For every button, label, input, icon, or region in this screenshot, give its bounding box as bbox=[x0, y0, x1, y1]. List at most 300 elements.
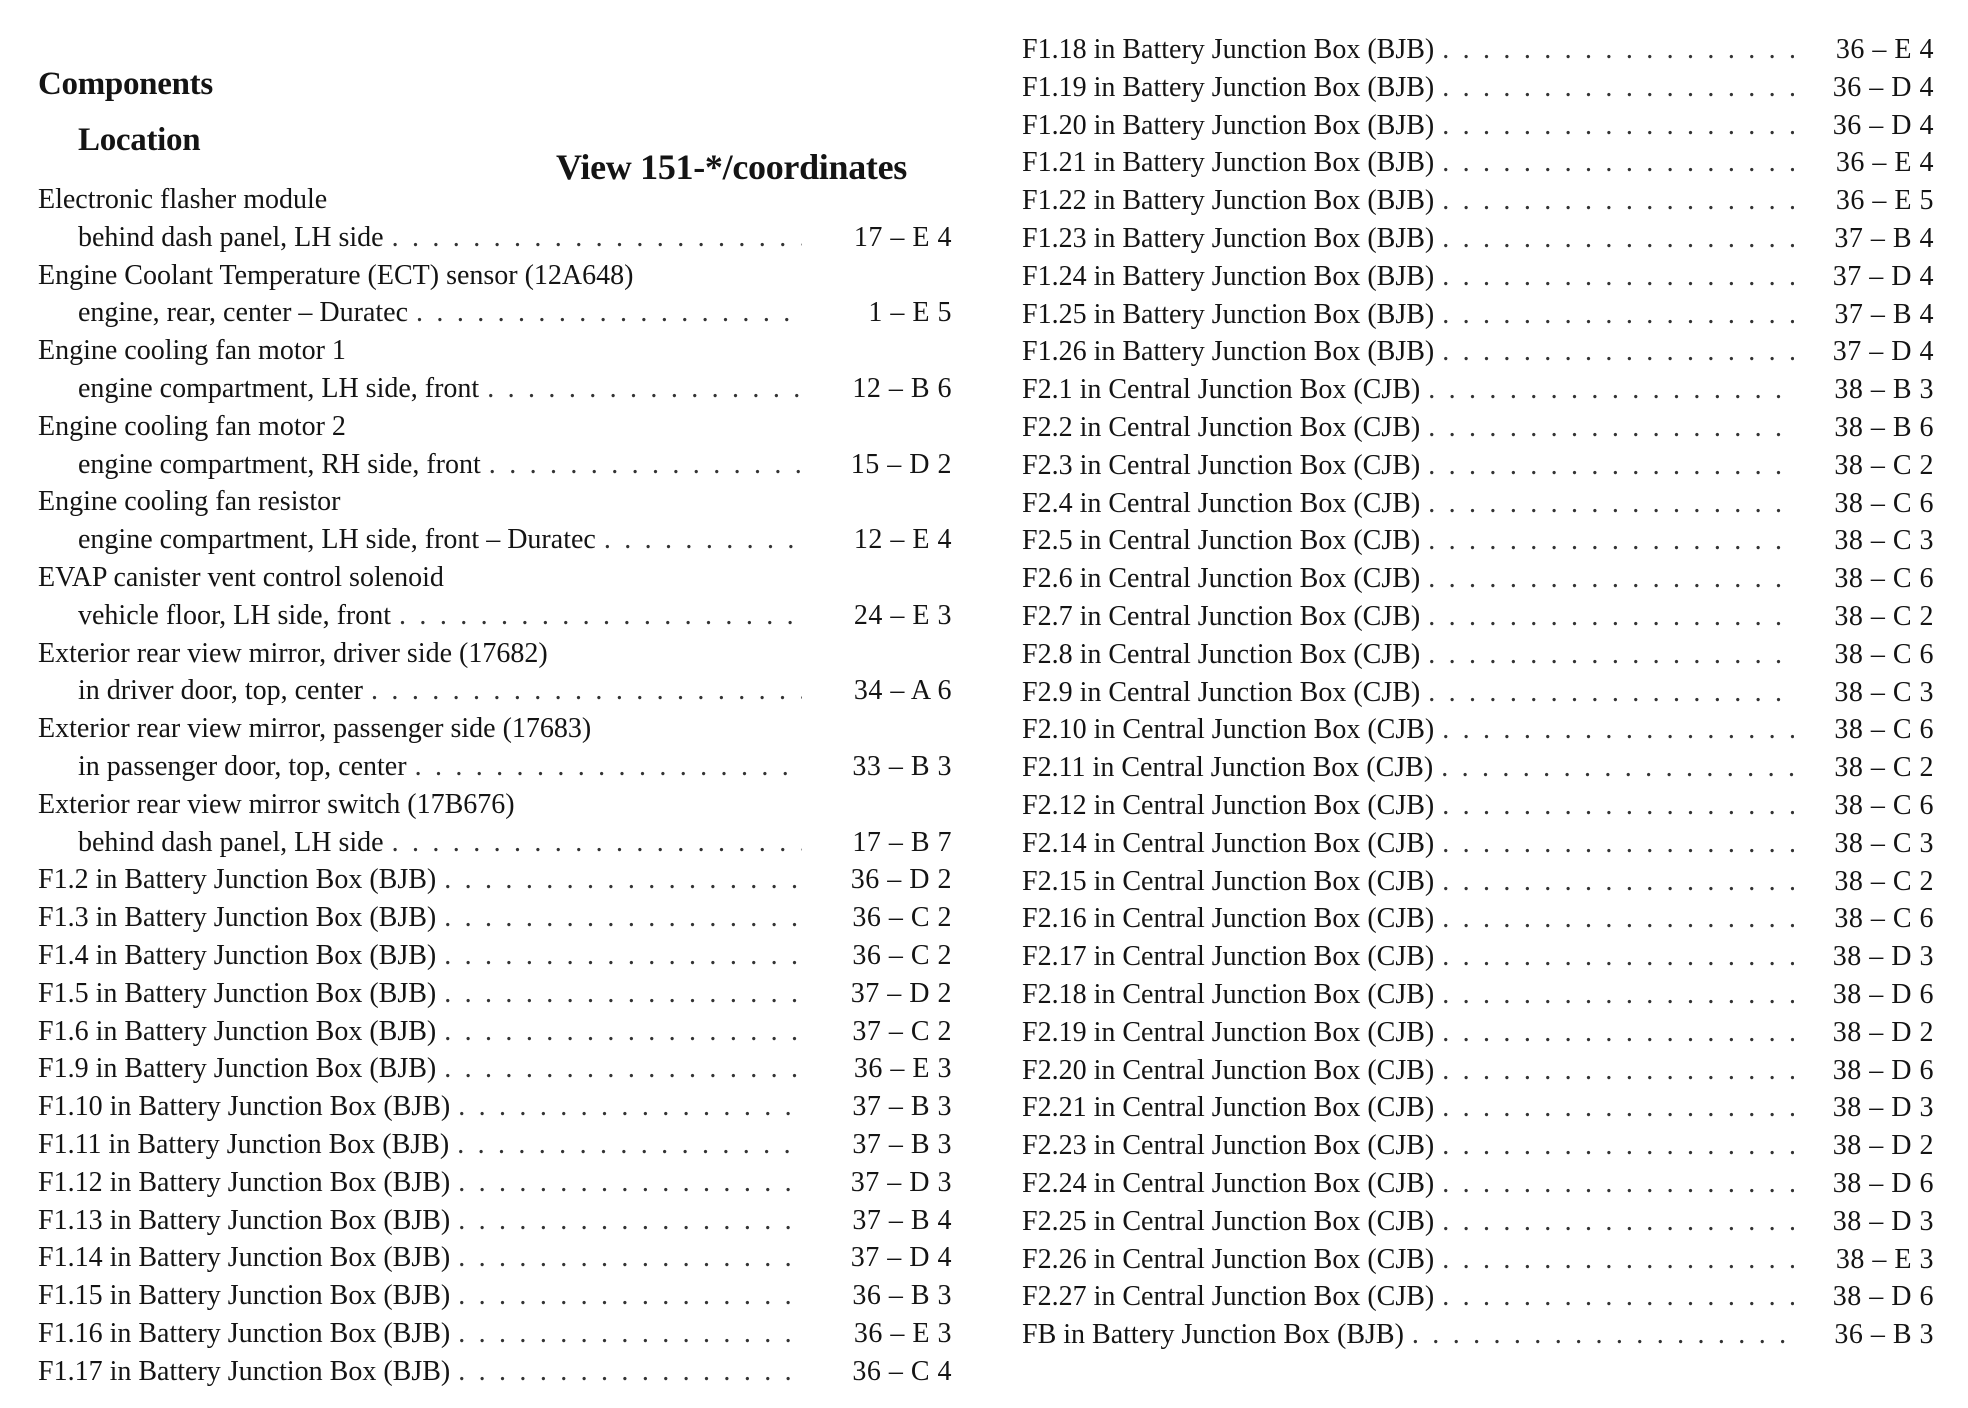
dot-leader bbox=[604, 521, 802, 559]
leader-line bbox=[1022, 1089, 1934, 1127]
dot-leader bbox=[1442, 1203, 1794, 1241]
view-coordinate: 38 – C 3 bbox=[1834, 676, 1934, 708]
leader-line bbox=[78, 446, 952, 484]
fuse-text: F2.10 in Central Junction Box (CJB) bbox=[1022, 714, 1435, 746]
location-text: in passenger door, top, center bbox=[78, 751, 407, 782]
fuse-text: F1.12 in Battery Junction Box (BJB) bbox=[38, 1166, 451, 1198]
dot-leader bbox=[1442, 220, 1794, 258]
fuse-text: F2.1 in Central Junction Box (CJB) bbox=[1022, 374, 1421, 406]
dot-leader bbox=[1428, 598, 1794, 636]
fuse-text: F1.9 in Battery Junction Box (BJB) bbox=[38, 1053, 437, 1085]
leader-line bbox=[1022, 485, 1934, 523]
leader-line bbox=[1022, 938, 1934, 976]
fuse-text: F2.5 in Central Junction Box (CJB) bbox=[1022, 525, 1421, 557]
dot-leader bbox=[1442, 787, 1794, 825]
fuse-row bbox=[1022, 787, 1934, 825]
view-coordinate: 37 – B 4 bbox=[1834, 298, 1934, 330]
leader-line bbox=[1022, 1165, 1934, 1203]
view-coordinate: 37 – B 3 bbox=[852, 1091, 952, 1123]
location-row bbox=[38, 219, 952, 257]
location-row bbox=[38, 521, 952, 559]
view-coordinate: 37 – B 3 bbox=[852, 1129, 952, 1160]
leader-line bbox=[78, 672, 952, 710]
location-text: engine compartment, LH side, front bbox=[78, 373, 480, 404]
view-coordinate: 38 – D 3 bbox=[1832, 1205, 1934, 1237]
dot-leader bbox=[1442, 1165, 1794, 1203]
dot-leader bbox=[489, 446, 802, 484]
leader-line bbox=[38, 937, 952, 975]
location-text: behind dash panel, LH side bbox=[78, 221, 384, 253]
view-coordinate: 37 – B 4 bbox=[852, 1204, 952, 1236]
fuse-text: F1.24 in Battery Junction Box (BJB) bbox=[1022, 260, 1435, 292]
fuse-row bbox=[38, 861, 952, 899]
location-row bbox=[38, 748, 952, 786]
dot-leader bbox=[1442, 825, 1794, 863]
dot-leader bbox=[1428, 674, 1794, 712]
dot-leader bbox=[371, 672, 802, 710]
fuse-row bbox=[1022, 144, 1934, 182]
leader-line bbox=[38, 861, 952, 899]
dot-leader bbox=[444, 975, 802, 1013]
view-coordinate: 36 – D 4 bbox=[1832, 109, 1934, 141]
view-coordinate: 38 – C 2 bbox=[1834, 601, 1934, 632]
view-coordinate: 38 – C 6 bbox=[1834, 638, 1934, 670]
leader-line bbox=[1022, 144, 1934, 182]
fuse-row bbox=[38, 1353, 952, 1391]
dot-leader bbox=[1442, 711, 1794, 749]
component-title-row bbox=[38, 710, 952, 748]
view-coordinate: 36 – D 4 bbox=[1832, 71, 1934, 103]
fuse-text: F2.3 in Central Junction Box (CJB) bbox=[1022, 449, 1421, 481]
view-coordinate: 36 – E 4 bbox=[1835, 147, 1934, 179]
component-name: Exterior rear view mirror, driver side (17682) bbox=[38, 637, 548, 669]
fuse-row bbox=[1022, 31, 1934, 69]
fuse-row bbox=[1022, 485, 1934, 523]
heading-view-coordinates: View 151-*/coordinates bbox=[556, 147, 908, 187]
fuse-text: F1.21 in Battery Junction Box (BJB) bbox=[1022, 147, 1435, 179]
leader-line bbox=[1022, 1278, 1934, 1316]
fuse-text: F2.11 in Central Junction Box (CJB) bbox=[1022, 752, 1434, 784]
fuse-text: F1.19 in Battery Junction Box (BJB) bbox=[1022, 71, 1435, 103]
fuse-text: F2.27 in Central Junction Box (CJB) bbox=[1022, 1281, 1435, 1313]
leader-line bbox=[1022, 409, 1934, 447]
view-coordinate: 38 – C 6 bbox=[1834, 487, 1934, 519]
view-coordinate: 36 – E 4 bbox=[1835, 34, 1934, 65]
view-coordinate: 36 – C 2 bbox=[852, 902, 952, 934]
leader-line bbox=[1022, 107, 1934, 145]
view-coordinate: 38 – C 3 bbox=[1834, 827, 1934, 859]
dot-leader bbox=[458, 1202, 802, 1240]
leader-line bbox=[38, 1202, 952, 1240]
dot-leader bbox=[392, 219, 802, 257]
fuse-text: FB in Battery Junction Box (BJB) bbox=[1022, 1319, 1404, 1351]
location-text: behind dash panel, LH side bbox=[78, 826, 384, 858]
view-coordinate: 36 – B 3 bbox=[852, 1280, 952, 1312]
fuse-text: F1.16 in Battery Junction Box (BJB) bbox=[38, 1318, 451, 1349]
fuse-text: F1.22 in Battery Junction Box (BJB) bbox=[1022, 185, 1435, 217]
dot-leader bbox=[1441, 749, 1794, 787]
fuse-text: F1.3 in Battery Junction Box (BJB) bbox=[38, 902, 437, 934]
fuse-text: F2.8 in Central Junction Box (CJB) bbox=[1022, 638, 1421, 670]
fuse-text: F1.13 in Battery Junction Box (BJB) bbox=[38, 1204, 451, 1236]
dot-leader bbox=[487, 370, 802, 408]
view-coordinate: 38 – B 6 bbox=[1834, 412, 1934, 443]
fuse-text: F1.10 in Battery Junction Box (BJB) bbox=[38, 1091, 451, 1123]
view-coordinate: 38 – C 2 bbox=[1834, 449, 1934, 481]
view-coordinate: 1 – E 5 bbox=[868, 297, 952, 329]
dot-leader bbox=[1442, 1014, 1794, 1052]
fuse-text: F2.19 in Central Junction Box (CJB) bbox=[1022, 1016, 1435, 1048]
dot-leader bbox=[415, 748, 802, 786]
dot-leader bbox=[1442, 258, 1794, 296]
view-coordinate: 36 – E 3 bbox=[853, 1318, 952, 1349]
fuse-row bbox=[1022, 938, 1934, 976]
view-coordinate: 38 – C 3 bbox=[1834, 525, 1934, 557]
component-title-row bbox=[38, 257, 952, 295]
leader-line bbox=[1022, 1316, 1934, 1354]
leader-line bbox=[1022, 447, 1934, 485]
dot-leader bbox=[458, 1088, 802, 1126]
leader-line bbox=[78, 219, 952, 257]
dot-leader bbox=[1442, 182, 1794, 220]
leader-line bbox=[1022, 1014, 1934, 1052]
dot-leader bbox=[1428, 409, 1794, 447]
fuse-row bbox=[1022, 749, 1934, 787]
fuse-row bbox=[38, 1088, 952, 1126]
fuse-row bbox=[1022, 1203, 1934, 1241]
dot-leader bbox=[458, 1239, 802, 1277]
location-text: engine compartment, RH side, front bbox=[78, 448, 481, 480]
fuse-row bbox=[1022, 69, 1934, 107]
view-coordinate: 37 – D 4 bbox=[1832, 336, 1934, 368]
fuse-text: F2.9 in Central Junction Box (CJB) bbox=[1022, 676, 1421, 708]
fuse-text: F2.15 in Central Junction Box (CJB) bbox=[1022, 865, 1435, 897]
component-title-row bbox=[38, 332, 952, 370]
fuse-row bbox=[1022, 107, 1934, 145]
fuse-row bbox=[1022, 220, 1934, 258]
leader-line bbox=[1022, 976, 1934, 1014]
leader-line bbox=[1022, 258, 1934, 296]
fuse-text: F1.20 in Battery Junction Box (BJB) bbox=[1022, 109, 1435, 141]
fuse-row bbox=[1022, 674, 1934, 712]
component-name: Electronic flasher module bbox=[38, 184, 328, 215]
component-name: EVAP canister vent control solenoid bbox=[38, 562, 444, 593]
view-coordinate: 38 – D 6 bbox=[1832, 1054, 1934, 1086]
fuse-row bbox=[38, 1013, 952, 1051]
leader-line bbox=[1022, 863, 1934, 901]
fuse-row bbox=[1022, 1241, 1934, 1279]
fuse-text: F1.17 in Battery Junction Box (BJB) bbox=[38, 1355, 451, 1387]
heading-location: Location bbox=[78, 122, 201, 158]
dot-leader bbox=[458, 1315, 802, 1353]
view-coordinate: 36 – E 5 bbox=[1835, 185, 1934, 217]
leader-line bbox=[1022, 598, 1934, 636]
leader-line bbox=[1022, 1203, 1934, 1241]
leader-line bbox=[38, 975, 952, 1013]
location-row bbox=[38, 824, 952, 862]
view-coordinate: 12 – E 4 bbox=[853, 524, 952, 556]
fuse-row bbox=[1022, 560, 1934, 598]
view-coordinate: 38 – B 3 bbox=[1834, 374, 1934, 406]
fuse-text: F2.21 in Central Junction Box (CJB) bbox=[1022, 1092, 1435, 1124]
view-coordinate: 33 – B 3 bbox=[852, 751, 952, 782]
view-coordinate: 38 – C 6 bbox=[1834, 790, 1934, 821]
component-title-row bbox=[38, 408, 952, 446]
view-coordinate: 36 – C 2 bbox=[852, 940, 952, 971]
component-title-row bbox=[38, 559, 952, 597]
location-row bbox=[38, 672, 952, 710]
leader-line bbox=[38, 1315, 952, 1353]
leader-line bbox=[1022, 333, 1934, 371]
leader-line bbox=[1022, 31, 1934, 69]
fuse-row bbox=[1022, 258, 1934, 296]
leader-line bbox=[1022, 674, 1934, 712]
location-text: engine compartment, LH side, front – Duratec bbox=[78, 524, 596, 556]
dot-leader bbox=[1442, 296, 1794, 334]
dot-leader bbox=[416, 294, 802, 332]
fuse-text: F1.11 in Battery Junction Box (BJB) bbox=[38, 1129, 450, 1160]
fuse-row bbox=[38, 1277, 952, 1315]
view-coordinate: 36 – B 3 bbox=[1834, 1319, 1934, 1351]
fuse-row bbox=[1022, 1278, 1934, 1316]
leader-line bbox=[1022, 787, 1934, 825]
fuse-row bbox=[38, 1126, 952, 1164]
view-coordinate: 24 – E 3 bbox=[853, 599, 952, 631]
leader-line bbox=[1022, 825, 1934, 863]
component-name: Exterior rear view mirror switch (17B676) bbox=[38, 788, 515, 820]
leader-line bbox=[38, 1088, 952, 1126]
leader-line bbox=[38, 1164, 952, 1202]
fuse-text: F2.2 in Central Junction Box (CJB) bbox=[1022, 412, 1421, 443]
dot-leader bbox=[1428, 522, 1794, 560]
view-coordinate: 15 – D 2 bbox=[850, 448, 952, 480]
fuse-text: F2.23 in Central Junction Box (CJB) bbox=[1022, 1130, 1435, 1162]
leader-line bbox=[38, 1126, 952, 1164]
view-coordinate: 38 – D 6 bbox=[1832, 1281, 1934, 1313]
dot-leader bbox=[458, 1353, 802, 1391]
fuse-text: F1.5 in Battery Junction Box (BJB) bbox=[38, 977, 437, 1009]
leader-line bbox=[38, 1239, 952, 1277]
fuse-row bbox=[1022, 371, 1934, 409]
fuse-row bbox=[38, 1164, 952, 1202]
dot-leader bbox=[1442, 1278, 1794, 1316]
fuse-row bbox=[1022, 636, 1934, 674]
fuse-row bbox=[1022, 598, 1934, 636]
dot-leader bbox=[399, 597, 802, 635]
component-name: Engine Coolant Temperature (ECT) sensor (12A648) bbox=[38, 259, 634, 291]
fuse-text: F2.18 in Central Junction Box (CJB) bbox=[1022, 979, 1435, 1010]
dot-leader bbox=[1442, 938, 1794, 976]
fuse-text: F1.18 in Battery Junction Box (BJB) bbox=[1022, 34, 1435, 65]
dot-leader bbox=[1442, 1127, 1794, 1165]
view-coordinate: 38 – E 3 bbox=[1835, 1243, 1934, 1275]
view-coordinate: 38 – C 6 bbox=[1834, 563, 1934, 595]
fuse-row bbox=[1022, 1127, 1934, 1165]
heading-components: Components bbox=[38, 66, 213, 102]
fuse-row bbox=[1022, 333, 1934, 371]
dot-leader bbox=[458, 1277, 802, 1315]
fuse-row bbox=[38, 975, 952, 1013]
component-name: Engine cooling fan motor 2 bbox=[38, 410, 346, 442]
leader-line bbox=[1022, 900, 1934, 938]
view-coordinate: 38 – C 2 bbox=[1834, 752, 1934, 784]
fuse-row bbox=[1022, 1052, 1934, 1090]
leader-line bbox=[1022, 1127, 1934, 1165]
view-coordinate: 34 – A 6 bbox=[853, 675, 952, 707]
dot-leader bbox=[444, 861, 802, 899]
fuse-row bbox=[38, 937, 952, 975]
fuse-text: F2.25 in Central Junction Box (CJB) bbox=[1022, 1205, 1435, 1237]
leader-line bbox=[1022, 1052, 1934, 1090]
leader-line bbox=[1022, 220, 1934, 258]
fuse-text: F2.6 in Central Junction Box (CJB) bbox=[1022, 563, 1421, 595]
dot-leader bbox=[1442, 1089, 1794, 1127]
view-coordinate: 38 – D 6 bbox=[1832, 979, 1934, 1010]
leader-line bbox=[1022, 296, 1934, 334]
dot-leader bbox=[1442, 144, 1794, 182]
dot-leader bbox=[1442, 1241, 1794, 1279]
fuse-row bbox=[1022, 1316, 1934, 1354]
fuse-row bbox=[1022, 863, 1934, 901]
fuse-row bbox=[1022, 825, 1934, 863]
view-coordinate: 38 – D 3 bbox=[1832, 1092, 1934, 1124]
dot-leader bbox=[1442, 900, 1794, 938]
leader-line bbox=[78, 748, 952, 786]
fuse-row bbox=[1022, 1014, 1934, 1052]
leader-line bbox=[1022, 371, 1934, 409]
location-row bbox=[38, 370, 952, 408]
fuse-row bbox=[38, 1050, 952, 1088]
fuse-row bbox=[1022, 447, 1934, 485]
fuse-text: F1.15 in Battery Junction Box (BJB) bbox=[38, 1280, 451, 1312]
leader-line bbox=[78, 824, 952, 862]
fuse-text: F1.25 in Battery Junction Box (BJB) bbox=[1022, 298, 1435, 330]
fuse-text: F1.23 in Battery Junction Box (BJB) bbox=[1022, 223, 1435, 254]
dot-leader bbox=[1428, 636, 1794, 674]
leader-line bbox=[1022, 69, 1934, 107]
fuse-text: F2.14 in Central Junction Box (CJB) bbox=[1022, 827, 1435, 859]
view-coordinate: 37 – B 4 bbox=[1834, 223, 1934, 254]
dot-leader bbox=[392, 824, 802, 862]
fuse-row bbox=[1022, 1165, 1934, 1203]
view-coordinate: 37 – D 2 bbox=[850, 977, 952, 1009]
dot-leader bbox=[1428, 447, 1794, 485]
component-title-row bbox=[38, 483, 952, 521]
fuse-row bbox=[1022, 409, 1934, 447]
fuse-row bbox=[38, 1315, 952, 1353]
location-row bbox=[38, 446, 952, 484]
component-name: Engine cooling fan resistor bbox=[38, 486, 341, 518]
fuse-row bbox=[38, 1202, 952, 1240]
fuse-row bbox=[1022, 711, 1934, 749]
fuse-text: F2.7 in Central Junction Box (CJB) bbox=[1022, 601, 1421, 632]
fuse-row bbox=[1022, 182, 1934, 220]
location-text: engine, rear, center – Duratec bbox=[78, 297, 409, 329]
component-name: Engine cooling fan motor 1 bbox=[38, 335, 346, 367]
fuse-text: F2.12 in Central Junction Box (CJB) bbox=[1022, 790, 1435, 821]
leader-line bbox=[1022, 636, 1934, 674]
dot-leader bbox=[444, 937, 802, 975]
component-title-row bbox=[38, 635, 952, 673]
component-name: Exterior rear view mirror, passenger side (17683) bbox=[38, 713, 592, 745]
dot-leader bbox=[444, 1050, 802, 1088]
dot-leader bbox=[1428, 485, 1794, 523]
dot-leader bbox=[457, 1126, 802, 1164]
fuse-row bbox=[1022, 522, 1934, 560]
view-coordinate: 38 – C 2 bbox=[1834, 865, 1934, 897]
fuse-row bbox=[38, 1239, 952, 1277]
fuse-text: F2.24 in Central Junction Box (CJB) bbox=[1022, 1168, 1435, 1199]
view-coordinate: 38 – C 6 bbox=[1834, 903, 1934, 935]
view-coordinate: 36 – E 3 bbox=[853, 1053, 952, 1085]
fuse-row bbox=[38, 899, 952, 937]
location-text: vehicle floor, LH side, front bbox=[78, 599, 392, 631]
leader-line bbox=[38, 1050, 952, 1088]
leader-line bbox=[78, 597, 952, 635]
fuse-text: F1.6 in Battery Junction Box (BJB) bbox=[38, 1015, 437, 1047]
view-coordinate: 37 – D 4 bbox=[850, 1242, 952, 1274]
view-coordinate: 17 – E 4 bbox=[853, 221, 952, 253]
view-coordinate: 38 – D 2 bbox=[1832, 1130, 1934, 1162]
view-coordinate: 17 – B 7 bbox=[852, 826, 952, 858]
location-row bbox=[38, 294, 952, 332]
view-coordinate: 38 – D 3 bbox=[1832, 941, 1934, 973]
dot-leader bbox=[1442, 976, 1794, 1014]
component-title-row bbox=[38, 181, 952, 219]
component-title-row bbox=[38, 786, 952, 824]
fuse-text: F1.26 in Battery Junction Box (BJB) bbox=[1022, 336, 1435, 368]
view-coordinate: 38 – D 2 bbox=[1832, 1016, 1934, 1048]
dot-leader bbox=[1442, 107, 1794, 145]
dot-leader bbox=[1442, 333, 1794, 371]
dot-leader bbox=[1412, 1316, 1794, 1354]
fuse-text: F2.26 in Central Junction Box (CJB) bbox=[1022, 1243, 1435, 1275]
view-coordinate: 12 – B 6 bbox=[852, 373, 952, 404]
dot-leader bbox=[458, 1164, 802, 1202]
leader-line bbox=[1022, 749, 1934, 787]
dot-leader bbox=[1428, 371, 1794, 409]
dot-leader bbox=[444, 1013, 802, 1051]
fuse-text: F2.16 in Central Junction Box (CJB) bbox=[1022, 903, 1435, 935]
view-coordinate: 37 – C 2 bbox=[852, 1015, 952, 1047]
leader-line bbox=[1022, 1241, 1934, 1279]
fuse-row bbox=[1022, 1089, 1934, 1127]
leader-line bbox=[1022, 182, 1934, 220]
fuse-text: F2.4 in Central Junction Box (CJB) bbox=[1022, 487, 1421, 519]
leader-line bbox=[1022, 560, 1934, 598]
leader-line bbox=[38, 1353, 952, 1391]
dot-leader bbox=[444, 899, 802, 937]
dot-leader bbox=[1442, 863, 1794, 901]
fuse-text: F1.2 in Battery Junction Box (BJB) bbox=[38, 864, 437, 896]
dot-leader bbox=[1442, 31, 1794, 69]
view-coordinate: 37 – D 4 bbox=[1832, 260, 1934, 292]
fuse-text: F2.20 in Central Junction Box (CJB) bbox=[1022, 1054, 1435, 1086]
location-row bbox=[38, 597, 952, 635]
leader-line bbox=[78, 521, 952, 559]
dot-leader bbox=[1442, 69, 1794, 107]
location-text: in driver door, top, center bbox=[78, 675, 364, 707]
view-coordinate: 38 – C 6 bbox=[1834, 714, 1934, 746]
leader-line bbox=[1022, 522, 1934, 560]
dot-leader bbox=[1428, 560, 1794, 598]
leader-line bbox=[38, 899, 952, 937]
leader-line bbox=[78, 294, 952, 332]
leader-line bbox=[1022, 711, 1934, 749]
view-coordinate: 37 – D 3 bbox=[850, 1166, 952, 1198]
fuse-text: F1.14 in Battery Junction Box (BJB) bbox=[38, 1242, 451, 1274]
leader-line bbox=[78, 370, 952, 408]
